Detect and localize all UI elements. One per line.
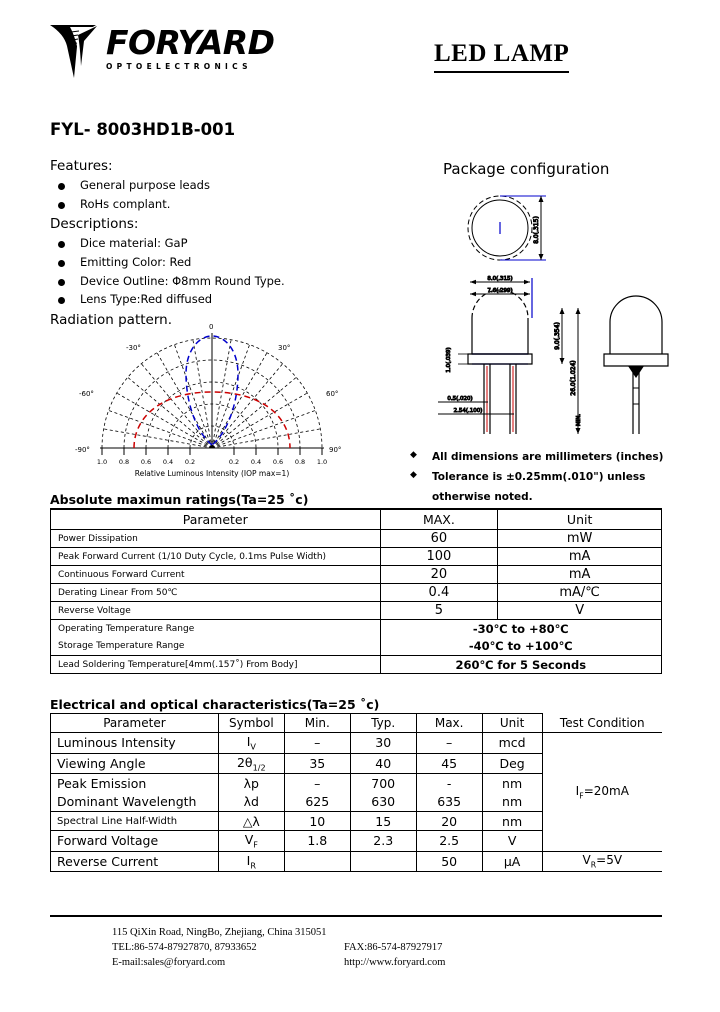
cell-parameter: Derating Linear From 50℃ [51, 584, 381, 602]
table-row [51, 656, 662, 674]
svg-text:9.0(.354): 9.0(.354) [554, 322, 561, 350]
chart-caption: Relative Luminous Intensity (IOP max=1) [134, 469, 290, 478]
foryard-logo-icon [48, 22, 100, 78]
column-header-min: Min. [284, 714, 350, 733]
axis-tick-radial: 0.4 [162, 458, 174, 466]
cell-min: – [284, 733, 350, 754]
axis-label-angle: -90° [75, 446, 90, 454]
cell-min: 35 [284, 753, 350, 774]
cell-min: 625 [284, 793, 350, 812]
cell-max: 60 [380, 530, 498, 548]
cell-max: – [416, 733, 482, 754]
footer-fax: FAX:86-574-87927917 [344, 942, 443, 954]
cell-parameter: Forward Voltage [51, 831, 219, 852]
cell-max: 0.4 [380, 584, 498, 602]
table-row [51, 638, 662, 656]
document-title: LED LAMP [434, 40, 569, 73]
cell-typ: 30 [350, 733, 416, 754]
footer-phone-row [112, 940, 662, 955]
logo-tagline: OPTOELECTRONICS [106, 62, 252, 71]
footer-address: 115 QiXin Road, NingBo, Zhejiang, China 315051 [112, 927, 327, 938]
cell-unit: mA [498, 548, 662, 566]
table-row [51, 851, 663, 872]
table-header-row [51, 509, 662, 530]
list-item: General purpose leads [50, 179, 390, 192]
axis-tick-radial: 1.0 [96, 458, 108, 466]
column-header-max: MAX. [380, 509, 498, 530]
cell-unit: mW [498, 530, 662, 548]
column-header-test-condition: Test Condition [542, 714, 662, 733]
cell-symbol: $V_F$ [218, 831, 284, 852]
axis-tick-radial: 0.6 [140, 458, 152, 466]
cell-parameter: Continuous Forward Current [51, 566, 381, 584]
column-header-parameter: Parameter [51, 509, 381, 530]
radiation-pattern-heading: Radiation pattern. [50, 311, 172, 328]
descriptions-list [50, 237, 390, 306]
axis-label-angle: 60° [326, 390, 339, 398]
company-logo [48, 22, 275, 78]
cell-parameter: Dominant Wavelength [51, 793, 219, 812]
cell-typ [350, 851, 416, 872]
svg-text:1.0(.039): 1.0(.039) [446, 347, 452, 373]
absolute-max-ratings-title: Absolute maximun ratings(Ta=25 ˚c) [50, 492, 309, 507]
cell-typ: 40 [350, 753, 416, 774]
package-configuration-title: Package configuration [443, 160, 610, 178]
footer-web-row [112, 955, 662, 970]
cell-unit: mA [498, 566, 662, 584]
descriptions-heading: Descriptions: [50, 216, 139, 233]
cell-test-condition: $V_R=5V$ [542, 851, 662, 872]
cell-unit: V [482, 831, 542, 852]
table-row [51, 566, 662, 584]
svg-text:2.54(.100): 2.54(.100) [453, 408, 483, 414]
cell-unit: V [498, 602, 662, 620]
absolute-max-ratings-table [50, 508, 662, 674]
cell-parameter: Peak Forward Current (1/10 Duty Cycle, 0.1ms Pulse Width) [51, 548, 381, 566]
cell-typ: 700 [350, 774, 416, 793]
table-header-row [51, 714, 663, 733]
cell-symbol: $I_R$ [218, 851, 284, 872]
cell-unit: Deg [482, 753, 542, 774]
footer-address-row [112, 925, 662, 940]
cell-parameter: Luminous Intensity [51, 733, 219, 754]
cell-parameter: Spectral Line Half-Width [51, 812, 219, 831]
table-row [51, 602, 662, 620]
cell-parameter: Power Dissipation [51, 530, 381, 548]
axis-tick-radial: 0.8 [118, 458, 130, 466]
footer-website: http://www.foryard.com [344, 957, 446, 969]
list-item: Device Outline: Φ8mm Round Type. [50, 275, 390, 288]
axis-tick-radial: 0.8 [294, 458, 306, 466]
features-list [50, 179, 390, 210]
cell-symbol: △λ [218, 812, 284, 831]
list-item: RoHs complant. [50, 198, 390, 211]
footer-tel: TEL:86-574-87927870, 87933652 [112, 942, 257, 954]
cell-value-span: 260℃ for 5 Seconds [380, 656, 662, 674]
axis-label-angle: 90° [329, 446, 342, 454]
page-footer [50, 915, 662, 971]
axis-label-angle: 30° [278, 344, 291, 352]
features-heading: Features: [50, 158, 113, 174]
cell-typ: 630 [350, 793, 416, 812]
cell-max: - [416, 774, 482, 793]
footer-email: E-mail:sales@foryard.com [112, 957, 226, 969]
absolute-max-ratings-section [50, 492, 662, 674]
logo-text-block [106, 22, 275, 71]
axis-label-angle: 0 [209, 323, 214, 331]
package-drawing [428, 188, 688, 443]
cell-value-span: -30℃ to +80℃ [380, 620, 662, 638]
axis-tick-radial: 0.2 [184, 458, 196, 466]
cell-parameter: Reverse Voltage [51, 602, 381, 620]
axis-label-angle: -30° [126, 344, 141, 352]
part-number: FYL- 8003HD1B-001 [50, 120, 236, 139]
cell-value-span: -40℃ to +100℃ [380, 638, 662, 656]
table-row [51, 548, 662, 566]
logo-wordmark: FORYARD [106, 23, 275, 62]
cell-max: 45 [416, 753, 482, 774]
cell-min: – [284, 774, 350, 793]
column-header-unit: Unit [482, 714, 542, 733]
column-header-max: Max. [416, 714, 482, 733]
footer-contact [50, 925, 662, 971]
cell-typ: 15 [350, 812, 416, 831]
cell-max: 100 [380, 548, 498, 566]
column-header-typ: Typ. [350, 714, 416, 733]
table-row [51, 620, 662, 638]
cell-unit: nm [482, 812, 542, 831]
cell-test-condition: $I_F=20mA$ [542, 733, 662, 852]
cell-unit: mcd [482, 733, 542, 754]
cell-parameter: Storage Temperature Range [51, 638, 381, 656]
axis-tick-radial: 0.2 [228, 458, 240, 466]
cell-parameter: Lead Soldering Temperature[4mm(.157˚) From Body] [51, 656, 381, 674]
note-item: ◆ All dimensions are millimeters (inches) [402, 450, 692, 464]
cell-symbol: λd [218, 793, 284, 812]
cell-max: 50 [416, 851, 482, 872]
svg-text:7.6(.299): 7.6(.299) [487, 288, 513, 294]
cell-max: 5 [380, 602, 498, 620]
radiation-pattern-chart [62, 323, 362, 480]
cell-max: 635 [416, 793, 482, 812]
column-header-unit: Unit [498, 509, 662, 530]
cell-min: 1.8 [284, 831, 350, 852]
cell-unit: nm [482, 793, 542, 812]
cell-parameter: Reverse Current [51, 851, 219, 872]
axis-tick-radial: 0.4 [250, 458, 262, 466]
list-item: Dice material: GaP [50, 237, 390, 250]
cell-symbol: $2\theta_{1/2}$ [218, 753, 284, 774]
cell-max: 20 [416, 812, 482, 831]
svg-text:0.5(.020): 0.5(.020) [447, 396, 473, 402]
svg-text:8.0(.315): 8.0(.315) [487, 276, 513, 282]
axis-tick-radial: 1.0 [316, 458, 328, 466]
svg-text:26.0(1.024): 26.0(1.024) [570, 360, 577, 396]
note-item-continued: otherwise noted. [432, 491, 533, 504]
page-header [0, 0, 720, 96]
list-item: Emitting Color: Red [50, 256, 390, 269]
cell-min [284, 851, 350, 872]
cell-parameter: Operating Temperature Range [51, 620, 381, 638]
svg-text:MIN.: MIN. [576, 413, 582, 427]
table-row [51, 733, 663, 754]
cell-unit: nm [482, 774, 542, 793]
cell-parameter: Peak Emission [51, 774, 219, 793]
cell-max: 2.5 [416, 831, 482, 852]
footer-divider [50, 915, 662, 917]
cell-max: 20 [380, 566, 498, 584]
cell-parameter: Viewing Angle [51, 753, 219, 774]
axis-label-angle: -60° [79, 390, 94, 398]
cell-unit: μA [482, 851, 542, 872]
left-column [50, 158, 390, 333]
electrical-optical-table [50, 713, 662, 872]
list-item: Lens Type:Red diffused [50, 293, 390, 306]
svg-text:8.0(.315): 8.0(.315) [533, 216, 540, 244]
column-header-symbol: Symbol [218, 714, 284, 733]
cell-symbol: λp [218, 774, 284, 793]
axis-tick-radial: 0.6 [272, 458, 284, 466]
note-item: ◆ Tolerance is ±0.25mm(.010") unless [402, 470, 692, 484]
electrical-optical-title: Electrical and optical characteristics(Ta=25 ˚c) [50, 697, 380, 712]
cell-typ: 2.3 [350, 831, 416, 852]
column-header-parameter: Parameter [51, 714, 219, 733]
cell-symbol: $I_V$ [218, 733, 284, 754]
table-row [51, 584, 662, 602]
table-row [51, 530, 662, 548]
cell-min: 10 [284, 812, 350, 831]
cell-unit: mA/℃ [498, 584, 662, 602]
electrical-optical-section [50, 697, 662, 872]
